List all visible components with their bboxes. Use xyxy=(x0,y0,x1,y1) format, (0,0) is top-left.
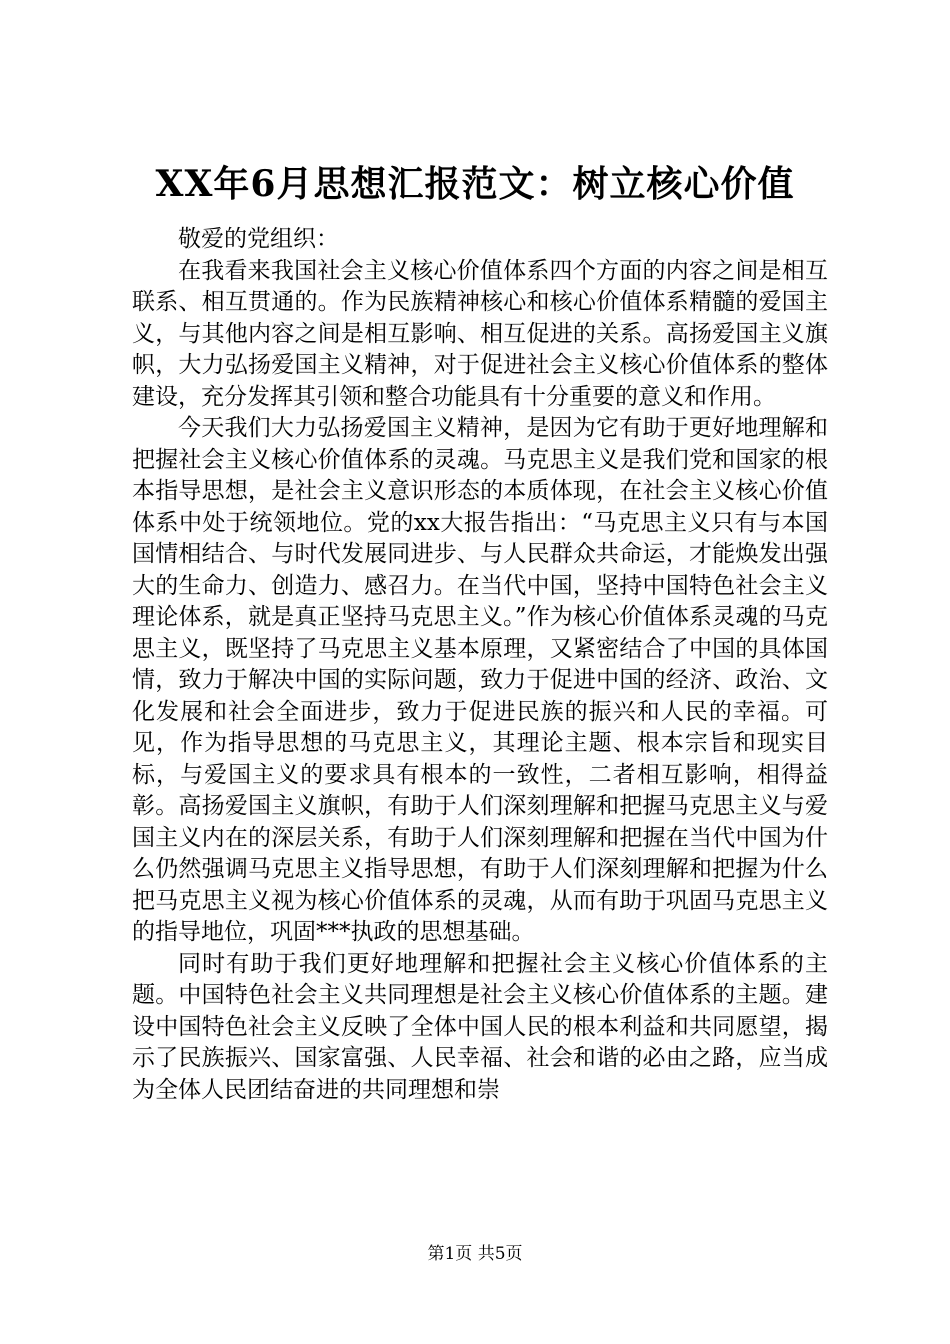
paragraph-3: 同时有助于我们更好地理解和把握社会主义核心价值体系的主题。中国特色社会主义共同理想是社会主义核心价值体系的主题。建设中国特色社会主义反映了全体中国人民的根本利益和共同愿望，揭示了民族振兴、国家富强、人民幸福、社会和谐的必由之路，应当成为全体人民团结奋进的共同理想和崇 xyxy=(132,950,828,1103)
document-body xyxy=(132,224,828,1106)
page-number-footer: 第1页 共5页 xyxy=(427,1244,523,1264)
salutation: 敬爱的党组织： xyxy=(178,226,339,252)
document-title: XX年6月思想汇报范文：树立核心价值 xyxy=(155,163,795,205)
paragraph-1: 在我看来我国社会主义核心价值体系四个方面的内容之间是相互联系、相互贯通的。作为民族精神核心和核心价值体系精髓的爱国主义，与其他内容之间是相互影响、相互促进的关系。高扬爱国主义旗帜，大力弘扬爱国主义精神，对于促进社会主义核心价值体系的整体建设，充分发挥其引领和整合功能具有十分重要的意义和作用。 xyxy=(132,257,828,410)
paragraph-2: 今天我们大力弘扬爱国主义精神，是因为它有助于更好地理解和把握社会主义核心价值体系的灵魂。马克思主义是我们党和国家的根本指导思想，是社会主义意识形态的本质体现，在社会主义核心价值体系中处于统领地位。党的xx大报告指出：“马克思主义只有与本国国情相结合、与时代发展同进步、与人民群众共命运，才能焕发出强大的生命力、创造力、感召力。在当代中国，坚持中国特色社会主义理论体系，就是真正坚持马克思主义。”作为核心价值体系灵魂的马克思主义，既坚持了马克思主义基本原理，又紧密结合了中国的具体国情，致力于解决中国的实际问题，致力于促进中国的经济、政治、文化发展和社会全面进步，致力于促进民族的振兴和人民的幸福。可见，作为指导思想的马克思主义，其理论主题、根本宗旨和现实目标，与爱国主义的要求具有根本的一致性，二者相互影响，相得益彰。高扬爱国主义旗帜，有助于人们深刻理解和把握马克思主义与爱国主义内在的深层关系，有助于人们深刻理解和把握在当代中国为什么仍然强调马克思主义指导思想，有助于人们深刻理解和把握为什么把马克思主义视为核心价值体系的灵魂，从而有助于巩固马克思主义的指导地位，巩固***执政的思想基础。 xyxy=(132,415,828,945)
